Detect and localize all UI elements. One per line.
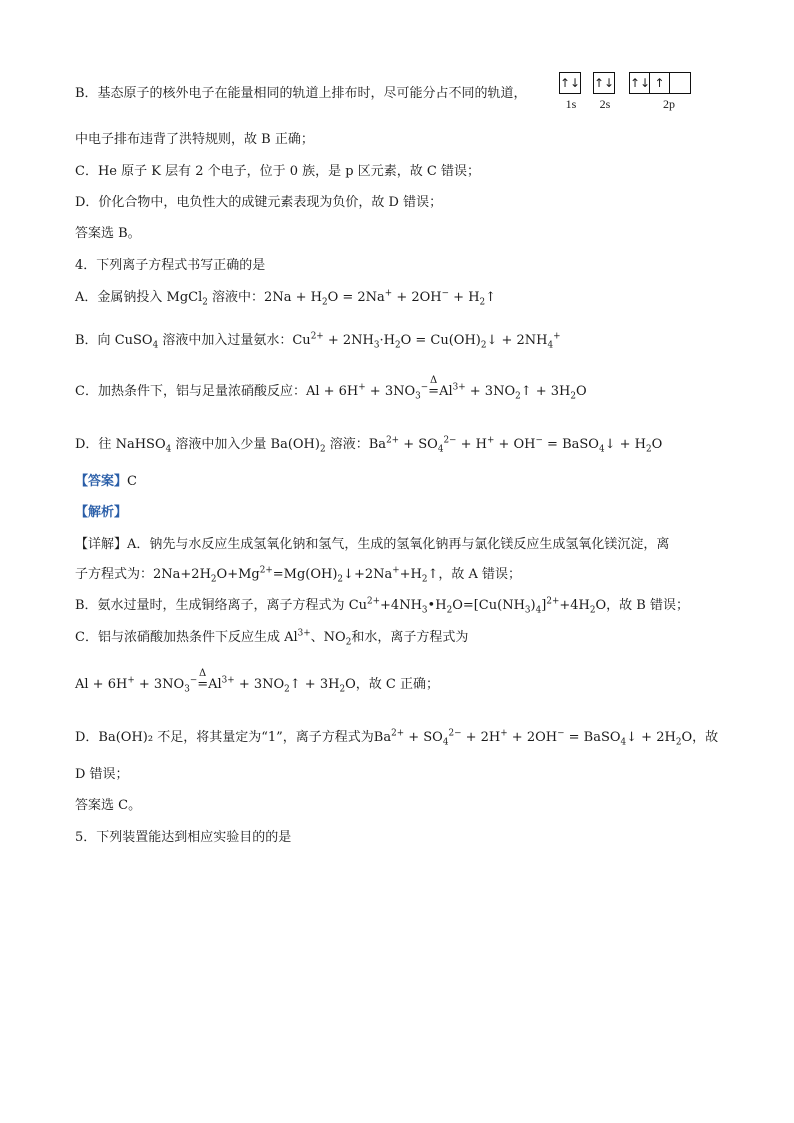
option-d: D．往 NaHSO$_4$ 溶液中加入少量 $Ba(OH)_2$ 溶液：$Ba^{2+} + SO_4^{2-} + H^+ + OH^-$ = BaSO$_4$↓ + $H_2O$ bbox=[75, 435, 663, 455]
detail-a: 【详解】A．钠先与水反应生成氢氧化钠和氢气，生成的氢氧化钠再与氯化镁反应生成氢氧化镁沉淀，离 bbox=[75, 537, 670, 552]
analysis-heading: 【解析】 bbox=[75, 505, 128, 520]
text-line-b: B．基态原子的核外电子在能量相同的轨道上排布时，尽可能分占不同的轨道， bbox=[75, 86, 527, 101]
question-4-stem: 4．下列离子方程式书写正确的是 bbox=[75, 258, 266, 273]
detail-d-end: D 错误； bbox=[75, 767, 129, 782]
option-b: B．向 CuSO$_4$ 溶液中加入过量氨水：$Cu^{2+} + 2NH_3\cdot H_2O$ = $Cu(OH)_2↓ + 2NH_4^+$ bbox=[75, 331, 561, 351]
orbital-box-2p bbox=[629, 72, 691, 94]
detail-a-equation: 子方程式为：$2Na+2H_2O+Mg^{2+}=Mg(OH)_2↓+2Na^++H_2↑$，故 A 错误； bbox=[75, 565, 522, 585]
option-c: C．加热条件下，铝与足量浓硝酸反应：$Al + 6H^+ + 3NO_3^-=$ Δ $Al^{3+}$ + $3NO_2↑ + 3H_2O$ bbox=[75, 375, 587, 402]
orbital-label: 1s bbox=[565, 97, 577, 111]
detail-d: D．Ba(OH)₂ 不足，将其量定为“1”，离子方程式为$Ba^{2+} + SO_4^{2-} + 2H^+ + 2OH^-$ = BaSO$_4$↓ + $2H_2O$，故 bbox=[75, 728, 719, 748]
detail-c: C．铝与浓硝酸加热条件下反应生成 $Al^{3+}$、$NO_2$和水，离子方程式为 bbox=[75, 628, 469, 648]
text-line: 中电子排布违背了洪特规则，故 B 正确； bbox=[75, 132, 314, 147]
final-answer: 答案选 C。 bbox=[75, 798, 142, 813]
orbital-box-2s bbox=[593, 72, 615, 94]
answer-line: 【答案】C bbox=[75, 474, 137, 489]
orbital-label: 2s bbox=[599, 97, 611, 111]
orbital-cell: ↑ bbox=[650, 73, 670, 93]
text-line: 答案选 B。 bbox=[75, 226, 141, 241]
orbital-label: 2p bbox=[663, 97, 675, 111]
option-a: A．金属钠投入 MgCl$_2$ 溶液中：$2Na + H_2O = 2Na^+ + 2OH^-$ + $H_2↑$ bbox=[75, 288, 497, 308]
orbital-cell bbox=[670, 73, 690, 93]
question-5-stem: 5．下列装置能达到相应实验目的的是 bbox=[75, 830, 292, 845]
detail-c-equation: $Al + 6H^+ + 3NO_3^-=$ Δ $Al^{3+}$ + $3NO_2↑ + 3H_2O$，故 C 正确； bbox=[75, 668, 439, 695]
orbital-cell: ↑↓ bbox=[560, 76, 581, 90]
orbital-cell: ↑↓ bbox=[594, 76, 615, 90]
orbital-cell: ↑↓ bbox=[630, 73, 650, 93]
text-line: D．价化合物中，电负性大的成键元素表现为负价，故 D 错误； bbox=[75, 195, 443, 210]
detail-b: B．氨水过量时，生成铜络离子，离子方程式为 $Cu^{2+}+4NH_3•H_2O=[Cu(NH_3)_4]^{2+}+4H_2O$，故 B 错误； bbox=[75, 596, 689, 616]
text-line: C．He 原子 K 层有 2 个电子，位于 0 族，是 p 区元素，故 C 错误； bbox=[75, 164, 480, 179]
orbital-box-1s bbox=[559, 72, 581, 94]
